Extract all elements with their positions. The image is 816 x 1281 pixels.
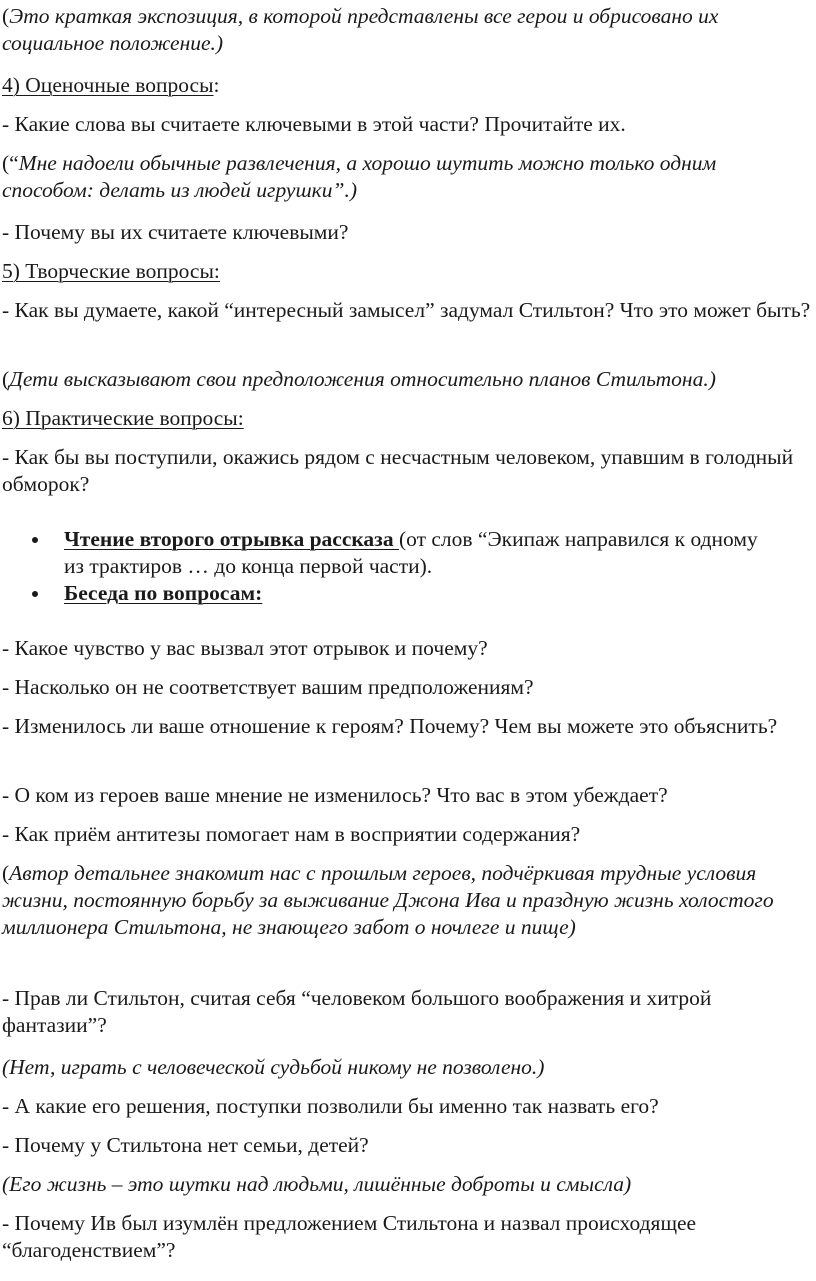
answer-plan [2,366,812,393]
question-plan: - Как вы думаете, какой “интересный замысел” задумал Стильтон? Что это может быть? [2,298,811,322]
question-why-keywords: - Почему вы их считаете ключевыми? [2,220,349,244]
answer-keywords [2,150,812,204]
answer-family: (Его жизнь – это шутки над людьми, лишённые доброты и смысла) [2,1172,632,1196]
section-heading-6-text: 6) Практические вопросы: [2,406,244,430]
question-unchanged: - О ком из героев ваше мнение не изменилось? Что вас в этом убеждает? [2,783,668,807]
exposition-note-text: Это краткая экспозиция, в которой представлены все герои и обрисовано их социальное положение.) [2,4,719,55]
bullet-reading [0,526,764,580]
section-heading-6 [2,405,812,432]
heading-colon: : [213,73,220,97]
question-decisions: - А какие его решения, поступки позволили бы именно так назвать его? [2,1094,659,1118]
question-feeling: - Какое чувство у вас вызвал этот отрывок и почему? [2,636,488,660]
section-heading-5 [2,258,812,285]
question-keywords: - Какие слова вы считаете ключевыми в этой части? Прочитайте их. [2,112,626,136]
exposition-note [2,3,812,57]
section-heading-5-text: 5) Творческие вопросы: [2,259,220,283]
paren-open: ( [2,367,10,391]
question-practical: - Как бы вы поступили, окажись рядом с несчастным человеком, упавшим в голодный обморок? [2,445,794,496]
bullet-reading-title: Чтение второго отрывка рассказа [64,527,399,551]
bullet-list [0,526,816,607]
answer-antithesis-text: Автор детальнее знакомит нас с прошлым героев, подчёркивая трудные условия жизни, постоянную борьбу за выживание Джона Ива и праздную жизнь холостого миллионера Стильтона, не знающего забот о ночлеге и пище) [2,861,774,939]
bullet-discussion [0,580,816,607]
paren-open: ( [2,4,10,28]
question-ive-surprise: - Почему Ив был изумлён предложением Стильтона и назвал происходящее “благоденствием”? [2,1211,697,1262]
answer-keywords-text: Мне надоели обычные развлечения, а хорошо шутить можно только одним способом: делать из людей игрушки”.) [2,151,717,202]
question-antithesis: - Как приём антитезы помогает нам в восприятии содержания? [2,822,581,846]
question-expectations: - Насколько он не соответствует вашим предположениям? [2,675,534,699]
bullet-dot [32,591,38,597]
bullet-discussion-title: Беседа по вопросам: [64,581,263,605]
section-heading-4 [2,72,812,99]
quote-open: (“ [2,151,19,175]
paren-open: ( [2,861,10,885]
section-heading-4-text: 4) Оценочные вопросы [2,73,214,97]
question-attitude: - Изменилось ли ваше отношение к героям? Почему? Чем вы можете это объяснить? [2,714,778,738]
question-imagination: - Прав ли Стильтон, считая себя “человеком большого воображения и хитрой фантазии”? [2,986,712,1037]
answer-plan-text: Дети высказывают свои предположения относительно планов Стильтона.) [9,367,716,391]
bullet-dot [32,537,38,543]
bullet-reading-detail: (от слов “Экипаж направился к одному из трактиров … до конца первой части). [64,527,758,578]
question-family: - Почему у Стильтона нет семьи, детей? [2,1133,369,1157]
answer-antithesis [2,860,812,941]
answer-imagination: (Нет, играть с человеческой судьбой никому не позволено.) [2,1055,545,1079]
